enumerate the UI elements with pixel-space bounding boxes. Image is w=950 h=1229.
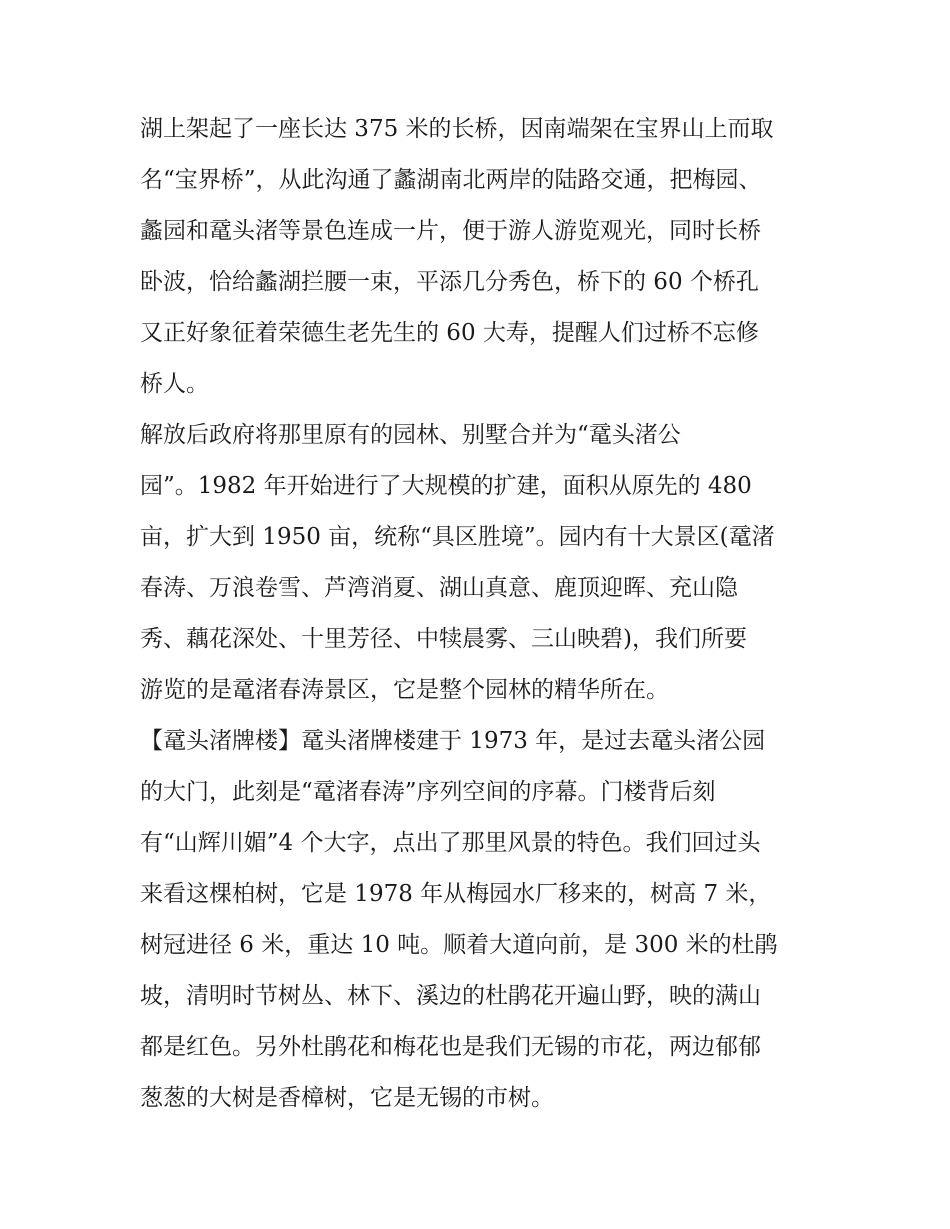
text-line-8: 园”。1982 年开始进行了大规模的扩建，面积从原先的 480: [140, 473, 752, 499]
text-line-3: 蠡园和鼋头渚等景色连成一片，便于游人游览观光，同时长桥: [140, 218, 761, 244]
text-line-2: 名“宝界桥”，从此沟通了蠡湖南北两岸的陆路交通，把梅园、: [140, 167, 762, 193]
text-line-20: 葱葱的大树是香樟树，它是无锡的市树。: [140, 1085, 554, 1111]
text-line-7: 解放后政府将那里原有的园林、别墅合并为“鼋头渚公: [140, 422, 681, 448]
text-line-6: 桥人。: [140, 371, 209, 397]
text-line-18: 坡，清明时节树丛、林下、溪边的杜鹃花开遍山野，映的满山: [140, 983, 761, 1009]
text-line-17: 树冠进径 6 米，重达 10 吨。顺着大道向前，是 300 米的杜鹃: [140, 932, 778, 958]
text-line-4: 卧波，恰给蠡湖拦腰一束，平添几分秀色，桥下的 60 个桥孔: [140, 269, 759, 295]
text-line-1: 湖上架起了一座长达 375 米的长桥，因南端架在宝界山上而取: [140, 116, 774, 142]
text-line-5: 又正好象征着荣德生老先生的 60 大寿，提醒人们过桥不忘修: [140, 320, 759, 346]
text-line-13: 【鼋头渚牌楼】鼋头渚牌楼建于 1973 年，是过去鼋头渚公园: [140, 728, 766, 754]
text-line-19: 都是红色。另外杜鹃花和梅花也是我们无锡的市花，两边郁郁: [140, 1034, 761, 1060]
text-line-12: 游览的是鼋渚春涛景区，它是整个园林的精华所在。: [140, 677, 669, 703]
text-line-10: 春涛、万浪卷雪、芦湾消夏、湖山真意、鹿顶迎晖、充山隐: [140, 575, 738, 601]
text-line-9: 亩，扩大到 1950 亩，统称“具区胜境”。园内有十大景区(鼋渚: [140, 524, 775, 550]
text-line-16: 来看这棵柏树，它是 1978 年从梅园水厂移来的，树高 7 米，: [140, 881, 772, 907]
text-line-14: 的大门，此刻是“鼋渚春涛”序列空间的序幕。门楼背后刻: [140, 779, 716, 805]
document-body: [140, 104, 815, 1124]
text-line-11: 秀、藕花深处、十里芳径、中犊晨雾、三山映碧)，我们所要: [140, 626, 747, 652]
text-line-15: 有“山辉川媚”4 个大字，点出了那里风景的特色。我们回过头: [140, 830, 761, 856]
